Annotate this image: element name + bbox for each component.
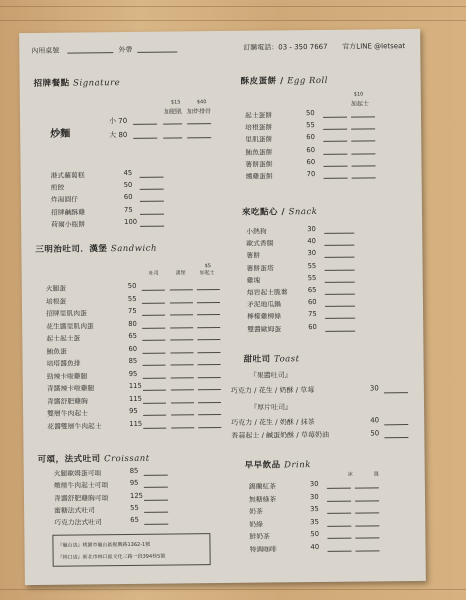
signature-title-en: Signature [73,78,121,89]
stirfry-label: 炒麵 [50,128,71,140]
item-name: 培塔醬魚排 [46,359,81,368]
order-line [325,281,355,282]
item-name: 勁辣卡啦雞腿 [46,371,88,381]
add-b-price: $40 [196,99,207,106]
item-name: 招牌鹹酥雞 [50,208,86,217]
croissant-heading [38,452,150,465]
item-price: 50 [310,530,320,539]
order-line [144,524,168,525]
item-price: 85 [128,356,138,365]
thick-toast-price-1: 40 [370,416,380,425]
add-a-price: $15 [170,99,181,106]
item-name: 燉煙牛肉起士可頌 [53,481,109,491]
order-line [198,402,221,403]
item-price: 35 [310,517,319,526]
item-price: 50 [123,181,133,190]
eggroll-title: 酥皮蛋餅 [240,76,277,87]
dine-in-line [67,52,113,53]
item-price: 55 [307,261,317,270]
eggroll-cheese-price: $10 [353,91,364,98]
thick-toast-item-1: 巧克力 / 花生 / 奶酥 / 抹茶 [231,418,315,427]
order-line [325,306,355,307]
eggroll-heading: 酥皮蛋餅 / Egg Roll [240,75,328,87]
item-name: 青醬舒肥雞胸可頌 [53,493,109,503]
item-name: 無糖綠茶 [248,494,277,504]
item-name: 港式蘿蔔糕 [50,171,85,180]
add-b-label: 加炸排骨 [186,108,212,116]
item-price: 60 [128,344,138,353]
item-name: 招牌里肌肉蛋 [46,309,87,318]
item-price: 75 [123,205,133,214]
item-price: 30 [307,249,317,258]
order-line [170,289,193,290]
eggroll-cheese: 加起士 [350,100,369,108]
order-line [327,488,351,489]
item-price: 40 [310,542,320,551]
order-line [197,327,220,328]
col-ice: 冰 [347,471,353,478]
item-price: 95 [128,369,138,378]
order-line [352,177,376,178]
order-line [143,402,166,403]
item-price: 60 [307,298,317,307]
order-line [328,550,352,551]
order-line [355,525,379,526]
item-price: 55 [307,273,317,282]
order-line [355,537,379,538]
stirfry-large: 大 80 [109,130,128,140]
thin-toast-price: 30 [369,384,379,393]
order-line [327,500,351,501]
croissant-title: 可頌，法式吐司 [37,454,101,465]
col-cheese: 加起士 [199,270,215,277]
order-line [351,129,375,130]
order-line [327,538,351,539]
item-price: 30 [309,492,319,501]
item-name: 火腿蛋 [45,284,67,293]
order-line [144,511,168,512]
order-line [140,225,164,226]
order-line [143,390,166,391]
item-price: 95 [129,406,138,415]
signature-title: 招牌餐點 [33,78,70,89]
col-cheese-price: $5 [204,263,211,270]
line-account: 官方LINE @letseat [342,42,406,51]
order-line [197,302,220,303]
item-price: 80 [128,319,137,328]
drink-title: 早早飲品 [244,460,281,471]
signature-heading [34,76,121,89]
sandwich-title: 三明治吐司．漢堡 [35,244,108,255]
item-name: 燻雞蛋餅 [245,172,273,181]
order-line [351,141,375,142]
takeout-line [137,51,177,52]
item-name: 特調咖啡 [249,544,277,554]
item-price: 125 [129,491,143,500]
order-line [144,499,168,500]
item-name: 炸湯圓仔 [50,195,79,205]
drink-heading [245,458,311,471]
item-name: 檸檬雞柳條 [247,312,282,322]
order-line [355,487,379,488]
order-line [324,257,354,258]
order-line [352,165,376,166]
col-burger: 漢堡 [175,270,186,277]
menu-sheet [19,29,426,585]
store-2: 『林口店』新北市林口區文化三路一段394巷5號 [57,553,166,561]
item-name: 火腿歐姆蛋可頌 [53,469,102,478]
item-name: 花醬雙層牛肉起士 [47,421,102,431]
item-name: 矛泥地瓜鍋 [246,300,282,309]
order-line [142,302,165,303]
order-line [170,314,193,315]
item-name: 培根蛋餅 [245,123,273,132]
order-line [325,269,355,270]
order-line [197,289,220,290]
item-price: 115 [128,381,142,390]
add-a-label: 加肥肌 [163,108,183,116]
item-price: 55 [306,121,315,130]
item-price: 95 [129,479,139,488]
item-name: 花生醬里肌肉蛋 [46,321,94,331]
item-price: 45 [123,168,133,178]
item-name: 鮪魚蛋 [46,347,67,356]
order-line [323,141,347,142]
order-line [323,153,347,154]
item-name: 煎餃 [50,183,65,192]
takeout-label: 外帶 [118,45,133,55]
item-price: 30 [307,225,316,234]
sandwich-heading [35,242,157,255]
order-line [140,177,164,178]
item-price: 60 [306,133,315,142]
store-1: 『龜山店』桃園市龜山區振興路1362-1號 [57,541,151,549]
item-price: 115 [128,394,142,403]
col-toast: 吐司 [148,270,159,277]
order-line [140,189,164,190]
order-line [171,364,194,365]
item-name: 巧克力法式吐司 [54,518,102,527]
order-line [170,302,193,303]
item-price: 50 [305,109,315,118]
item-name: 歐式香腸 [246,239,274,248]
item-price: 60 [306,157,316,166]
order-line [170,352,193,353]
thin-toast-label: 『果醬吐司』 [249,371,292,380]
order-line [142,290,165,291]
order-line [355,512,379,513]
order-line [140,201,164,202]
item-name: 薯餅蛋餅 [245,160,273,169]
item-name: 奶綠 [249,520,263,529]
order-line [325,330,355,331]
item-price: 115 [129,419,143,428]
order-line [171,414,194,415]
item-price: 70 [306,170,316,179]
order-line [142,315,165,316]
order-line [351,116,375,117]
item-name: 鮪魚蛋餅 [245,148,273,157]
item-name: 薯餅 [246,251,261,261]
item-price: 65 [130,516,139,525]
item-price: 100 [124,217,138,226]
order-line [327,513,351,514]
item-price: 50 [127,281,137,290]
order-line [143,427,166,428]
item-price: 65 [128,331,137,340]
order-line [351,153,375,154]
dine-in-label: 內用桌號 [31,46,60,55]
order-line [324,178,348,179]
order-line [324,165,348,166]
item-price: 55 [130,503,139,512]
order-line [171,427,194,428]
item-name: 雙醬歐姆蛋 [247,324,282,334]
item-name: 雞塊 [246,276,261,285]
order-line [143,365,166,366]
order-line [144,487,168,488]
item-price: 60 [308,322,317,331]
thick-toast-price-2: 50 [370,429,380,438]
order-line [198,414,221,415]
order-line [198,389,221,390]
toast-title: 甜吐司 [243,354,271,365]
store-box [52,533,210,567]
item-name: 起士起士蛋 [46,334,81,343]
sandwich-title-en: Sandwich [110,243,157,255]
order-line [198,427,221,428]
snack-title-en: Snack [288,207,318,218]
item-name: 奶茶 [249,507,263,516]
order-line [142,352,165,353]
stirfry-small: 小 70 [109,116,128,126]
croissant-title-en: Croissant [104,453,150,465]
item-price: 60 [306,145,316,154]
order-line [324,233,354,234]
order-line [170,327,193,328]
thick-toast-item-2: 香蒜起士 / 鹹蛋奶酥 / 草莓奶油 [231,430,330,440]
order-line [327,525,351,526]
eggroll-title-en: Egg Roll [287,75,328,87]
order-line [171,389,194,390]
item-name: 雙層牛肉起士 [47,409,88,418]
item-name: 青醬舒肥雞胸 [46,396,88,406]
item-name: 熔岩起士脆薯 [246,288,288,297]
order-line [324,245,354,246]
toast-title-en: Toast [273,354,300,365]
order-line [170,339,193,340]
order-line [198,364,221,365]
order-line [144,475,168,476]
col-hot: 溫 [373,471,379,478]
item-name: 培根蛋 [45,297,67,306]
item-name: 荷爾小瓶餅 [51,220,86,229]
item-name: 錫蘭紅茶 [248,482,277,491]
item-name: 薯餅蛋塔 [246,264,274,273]
item-price: 35 [310,505,319,514]
order-line [355,500,379,501]
drink-title-en: Drink [284,460,311,471]
phone-number: 訂購電話：03 - 350 7667 [243,42,328,52]
item-price: 75 [308,310,317,319]
order-line [140,213,164,214]
snack-title: 來吃點心 [241,207,279,218]
order-line [143,377,166,378]
order-line [325,294,355,295]
item-name: 蜜糖法式吐司 [54,506,95,515]
item-name: 青醬辣卡啦雞腿 [46,384,95,393]
item-price: 85 [129,466,139,475]
snack-heading: 來吃點心 / Snack [241,207,318,218]
item-name: 鮮奶茶 [249,532,270,541]
order-line [323,117,347,118]
order-line [142,340,165,341]
order-line [197,314,220,315]
thin-toast-item: 巧克力 / 花生 / 奶酥 / 草莓 [230,386,315,395]
order-line [323,129,347,130]
toast-heading [243,352,299,365]
order-line [143,415,166,416]
order-line [356,550,380,551]
order-line [325,318,355,319]
order-line [198,377,221,378]
order-line [171,402,194,403]
item-name: 小熱狗 [246,227,267,236]
order-line [142,327,165,328]
item-price: 60 [123,193,133,202]
item-name: 起士蛋餅 [244,111,273,120]
order-line [171,377,194,378]
thick-toast-label: 『厚片吐司』 [250,403,293,412]
item-price: 40 [307,237,317,246]
item-price: 55 [127,294,137,303]
order-line [197,352,220,353]
item-price: 65 [307,286,317,295]
item-price: 30 [309,480,319,489]
item-name: 里肌蛋餅 [245,135,273,145]
item-price: 75 [127,306,137,315]
order-line [197,339,220,340]
